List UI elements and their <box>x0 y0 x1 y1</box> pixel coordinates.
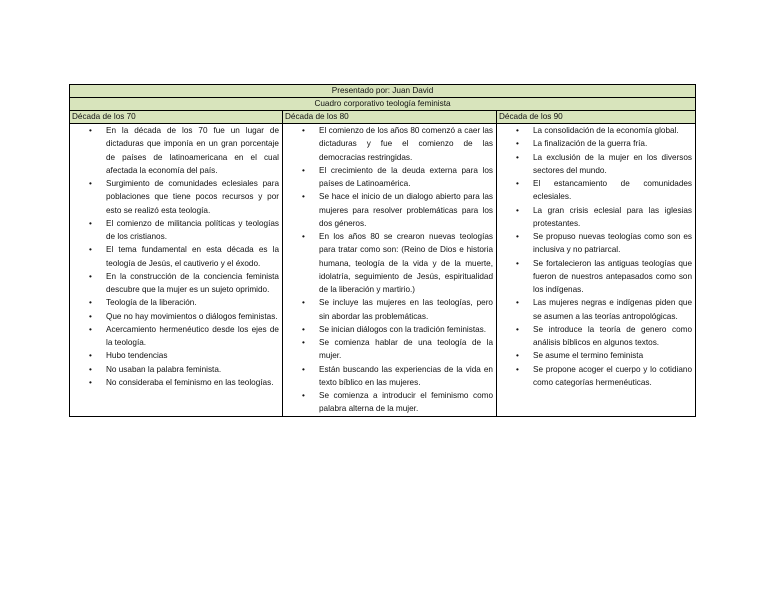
header-row <box>70 111 696 124</box>
list-item: • La finalización de la guerra fría. <box>497 137 692 150</box>
list-item: • No usaban la palabra feminista. <box>70 363 279 376</box>
list-item: • Se inician diálogos con la tradición feministas. <box>283 323 493 336</box>
list-item: • Se fortalecieron las antiguas teologías que fueron de nuestros antepasados como son los indígenas. <box>497 257 692 297</box>
list-item: • Están buscando las experiencias de la vida en texto bíblico en las mujeres. <box>283 363 493 390</box>
bullet-list-80s <box>283 124 493 416</box>
column-70s <box>70 124 283 417</box>
title-row <box>70 98 696 111</box>
list-item: • Hubo tendencias <box>70 349 279 362</box>
comparison-table <box>69 84 696 417</box>
list-item: • En la construcción de la conciencia feminista descubre que la mujer es un sujeto oprimido. <box>70 270 279 297</box>
list-item: • La gran crisis eclesial para las iglesias protestantes. <box>497 204 692 231</box>
list-item: • En los años 80 se crearon nuevas teologías para tratar como son: (Reino de Dios e historia humana, teología de la vida y de la muerte, idolatría, seguimiento de Jesús, espiritualidad de la liberación y martirio.) <box>283 230 493 296</box>
table-title: Cuadro corporativo teología feminista <box>70 98 696 111</box>
column-90s <box>497 124 696 417</box>
list-item: • Se introduce la teoría de genero como análisis bíblicos en algunos textos. <box>497 323 692 350</box>
list-item: • En la década de los 70 fue un lugar de dictaduras que imponía en un gran porcentaje de países de latinoamericana en el cual afectada la economía del país. <box>70 124 279 177</box>
list-item: • Se asume el termino feminista <box>497 349 692 362</box>
list-item: • La exclusión de la mujer en los diversos sectores del mundo. <box>497 151 692 178</box>
content-row <box>70 124 696 417</box>
list-item: • El tema fundamental en esta década es la teología de Jesús, el cautiverio y el éxodo. <box>70 243 279 270</box>
presenter-cell: Presentado por: Juan David <box>70 85 696 98</box>
column-header-80s: Década de los 80 <box>283 111 497 124</box>
list-item: • Que no hay movimientos o diálogos feministas. <box>70 310 279 323</box>
list-item: • No consideraba el feminismo en las teologías. <box>70 376 279 389</box>
list-item: • Se propuso nuevas teologías como son es inclusiva y no patriarcal. <box>497 230 692 257</box>
list-item: • Surgimiento de comunidades eclesiales para poblaciones que tiene pocos recursos y por esto se realizó esta teología. <box>70 177 279 217</box>
list-item: • Se incluye las mujeres en las teologías, pero sin abordar las problemáticas. <box>283 296 493 323</box>
list-item: • El comienzo de los años 80 comenzó a caer las dictaduras y fue el comienzo de las democracias restringidas. <box>283 124 493 164</box>
list-item: • El estancamiento de comunidades eclesiales. <box>497 177 692 204</box>
list-item: • Se comienza a introducir el feminismo como palabra alterna de la mujer. <box>283 389 493 416</box>
bullet-list-70s <box>70 124 279 389</box>
list-item: • Teología de la liberación. <box>70 296 279 309</box>
list-item: • Las mujeres negras e indígenas piden que se asumen a las teorías antropológicas. <box>497 296 692 323</box>
column-header-90s: Década de los 90 <box>497 111 696 124</box>
list-item: • El comienzo de militancia políticas y teologías de los cristianos. <box>70 217 279 244</box>
bullet-list-90s <box>497 124 692 389</box>
list-item: • La consolidación de la economía global. <box>497 124 692 137</box>
list-item: • Se hace el inicio de un dialogo abierto para las mujeres para resolver problemáticas para los dos géneros. <box>283 190 493 230</box>
list-item: • El crecimiento de la deuda externa para los países de Latinoamérica. <box>283 164 493 191</box>
list-item: • Se propone acoger el cuerpo y lo cotidiano como categorías hermenéuticas. <box>497 363 692 390</box>
presenter-row <box>70 85 696 98</box>
list-item: • Acercamiento hermenéutico desde los ejes de la teología. <box>70 323 279 350</box>
column-80s <box>283 124 497 417</box>
column-header-70s: Década de los 70 <box>70 111 283 124</box>
list-item: • Se comienza hablar de una teología de la mujer. <box>283 336 493 363</box>
